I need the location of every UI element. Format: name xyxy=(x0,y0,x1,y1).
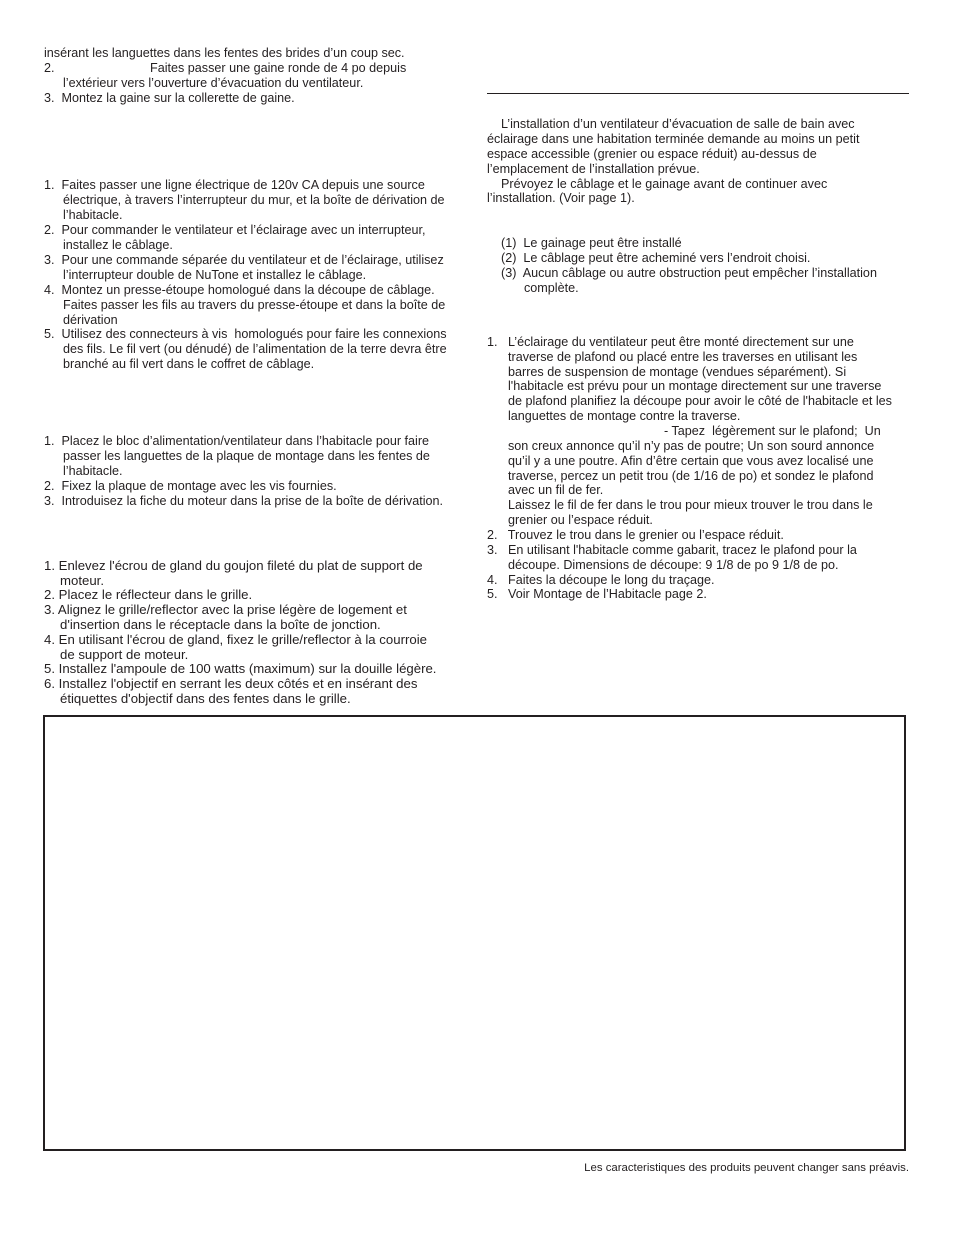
text-line: dérivation xyxy=(63,313,118,327)
list-item: 1. L’éclairage du ventilateur peut être monté directement sur une xyxy=(487,335,854,349)
text-line: avec un fil de fer. xyxy=(508,483,604,497)
text-line: l’habitacle. xyxy=(63,208,123,222)
text-line: l’extérieur vers l’ouverture d’évacuation du ventilateur. xyxy=(63,76,364,90)
list-item: 4. En utilisant l'écrou de gland, fixez le grille/reflector à la courroie xyxy=(44,632,427,647)
list-item: 3. Introduisez la fiche du moteur dans la prise de la boîte de dérivation. xyxy=(44,494,444,508)
text-line: l’habitacle. xyxy=(63,464,123,478)
text-line: - Tapez légèrement sur le plafond; Un xyxy=(664,424,881,438)
text-line: installez le câblage. xyxy=(63,238,173,252)
text-line: branché au fil vert dans le coffret de câblage. xyxy=(63,357,315,371)
list-item: 5. Installez l'ampoule de 100 watts (maximum) sur la douille légère. xyxy=(44,661,437,676)
list-item: (3) Aucun câblage ou autre obstruction peut empêcher l’installation xyxy=(501,266,877,280)
list-item: 5. Voir Montage de l’Habitacle page 2. xyxy=(487,587,707,601)
section-divider xyxy=(487,93,909,94)
text-line: son creux annonce qu’il n’y pas de poutre; Un son sourd annonce xyxy=(508,439,875,453)
text-line: l’installation. (Voir page 1). xyxy=(487,191,635,205)
list-item: 3. Alignez le grille/reflector avec la prise légère de logement et xyxy=(44,602,407,617)
text-line: Prévoyez le câblage et le gainage avant de continuer avec xyxy=(501,177,828,191)
text-line: languettes de montage contre la traverse. xyxy=(508,409,741,423)
text-line: électrique, à travers l’interrupteur du mur, et la boîte de dérivation de xyxy=(63,193,445,207)
text-line: Laissez le fil de fer dans le trou pour mieux trouver le trou dans le xyxy=(508,498,873,512)
text-line: Faites passer les fils au travers du presse-étoupe et dans la boîte de xyxy=(63,298,446,312)
list-item: (1) Le gainage peut être installé xyxy=(501,236,682,250)
list-item: (2) Le câblage peut être acheminé vers l’endroit choisi. xyxy=(501,251,811,265)
step-number: 2. xyxy=(44,61,55,75)
text-line: insérant les languettes dans les fentes des brides d’un coup sec. xyxy=(44,46,405,60)
text-line: espace accessible (grenier ou espace réduit) au-dessus de xyxy=(487,147,817,161)
text-line: qu’il y a une poutre. Afin d’être certain que vous avez localisé une xyxy=(508,454,874,468)
text-line: passer les languettes de la plaque de montage dans les fentes de xyxy=(63,449,430,463)
list-item: 4. Montez un presse-étoupe homologué dans la découpe de câblage. xyxy=(44,283,435,297)
text-line: L’installation d’un ventilateur d’évacuation de salle de bain avec xyxy=(501,117,855,131)
text-line: complète. xyxy=(524,281,579,295)
text-line: de support de moteur. xyxy=(60,647,189,662)
list-item: 2. Pour commander le ventilateur et l’éclairage avec un interrupteur, xyxy=(44,223,426,237)
text-line: barres de suspension de montage (vendues séparément). Si xyxy=(508,365,847,379)
list-item: 6. Installez l'objectif en serrant les deux côtés et en insérant des xyxy=(44,676,418,691)
text-line: l'habitacle est prévu pour un montage directement sur une traverse xyxy=(508,379,882,393)
list-item: 3. En utilisant l'habitacle comme gabarit, tracez le plafond pour la xyxy=(487,543,857,557)
text-line: moteur. xyxy=(60,573,104,588)
text-line: traverse, percez un petit trou (de 1/16 de po) et sondez le plafond xyxy=(508,469,874,483)
list-item: 1. Placez le bloc d’alimentation/ventilateur dans l’habitacle pour faire xyxy=(44,434,430,448)
list-item: 2. Fixez la plaque de montage avec les vis fournies. xyxy=(44,479,337,493)
list-item: 3. Pour une commande séparée du ventilateur et de l’éclairage, utilisez xyxy=(44,253,444,267)
text-line: de plafond planifiez la découpe pour avoir le côté de l'habitacle et les xyxy=(508,394,892,408)
list-item: 1. Enlevez l'écrou de gland du goujon fileté du plat de support de xyxy=(44,558,423,573)
list-item: 2. Placez le réflecteur dans le grille. xyxy=(44,587,253,602)
text-line: découpe. Dimensions de découpe: 9 1/8 de po 9 1/8 de po. xyxy=(508,558,839,572)
text-line: l’emplacement de l’installation prévue. xyxy=(487,162,700,176)
footer-disclaimer: Les caracteristiques des produits peuvent changer sans préavis. xyxy=(584,1162,909,1174)
list-item: 3. Montez la gaine sur la collerette de gaine. xyxy=(44,91,295,105)
list-item: 4. Faites la découpe le long du traçage. xyxy=(487,573,715,587)
text-line: d'insertion dans le réceptacle dans la boîte de jonction. xyxy=(60,617,381,632)
empty-bordered-box xyxy=(43,715,906,1151)
text-line: étiquettes d'objectif dans des fentes dans le grille. xyxy=(60,691,351,706)
list-item: 5. Utilisez des connecteurs à vis homologués pour faire les connexions xyxy=(44,327,447,341)
list-item: 1. Faites passer une ligne électrique de 120v CA depuis une source xyxy=(44,178,425,192)
list-item: 2. Trouvez le trou dans le grenier ou l’espace réduit. xyxy=(487,528,784,542)
text-line: Faites passer une gaine ronde de 4 po depuis xyxy=(150,61,407,75)
text-line: éclairage dans une habitation terminée demande au moins un petit xyxy=(487,132,860,146)
text-line: des fils. Le fil vert (ou dénudé) de l’alimentation de la terre devra être xyxy=(63,342,447,356)
text-line: l’interrupteur double de NuTone et installez le câblage. xyxy=(63,268,367,282)
text-line: traverse de plafond ou placé entre les traverses en utilisant les xyxy=(508,350,858,364)
text-line: grenier ou l’espace réduit. xyxy=(508,513,653,527)
